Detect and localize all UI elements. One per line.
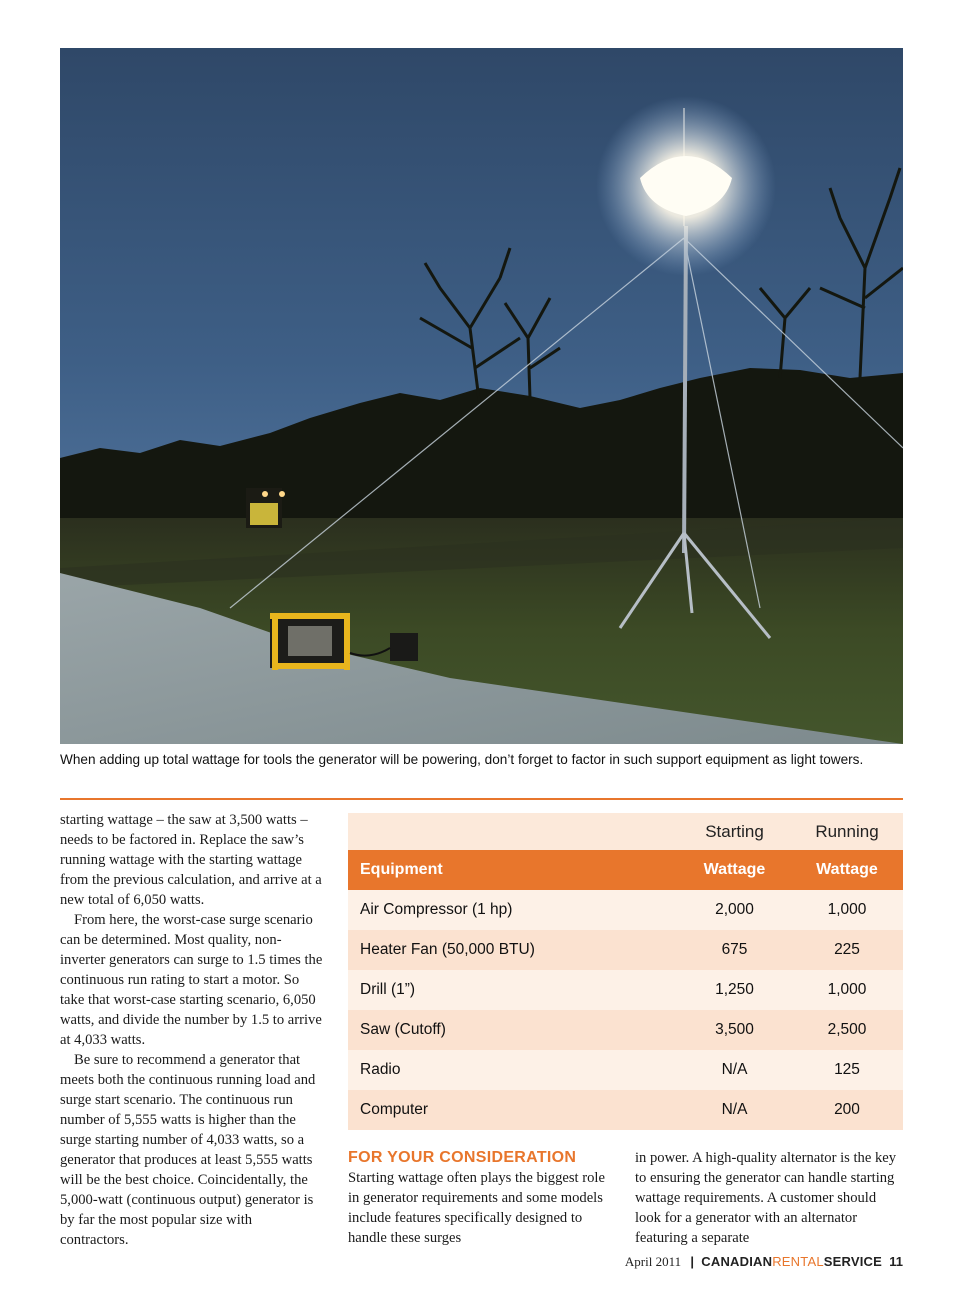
sidebar-paragraph: in power. A high-quality alternator is the key to ensuring the generator can handle starting wattage requirements. A customer should look for a generator with an alternator featuring a separate: [635, 1150, 897, 1246]
publication-name: [701, 1254, 882, 1269]
table-header-row-bottom: [348, 850, 903, 890]
page-number: 11: [889, 1254, 903, 1269]
table-cell: Drill (1”): [348, 970, 678, 1010]
table-cell: 1,000: [791, 890, 903, 930]
table-cell: Heater Fan (50,000 BTU): [348, 930, 678, 970]
table-cell: 2,000: [678, 890, 791, 930]
table-cell: N/A: [678, 1090, 791, 1130]
publication-name-part: RENTAL: [772, 1254, 824, 1269]
table-cell: Saw (Cutoff): [348, 1010, 678, 1050]
table-cell: 125: [791, 1050, 903, 1090]
wattage-table: [348, 813, 903, 1130]
table-cell: 3,500: [678, 1010, 791, 1050]
photo-caption: When adding up total wattage for tools the generator will be powering, don’t forget to factor in such support equipment as light towers.: [60, 752, 864, 767]
table-row: [348, 890, 903, 930]
table-row: [348, 1010, 903, 1050]
table-header-cell: Starting: [678, 813, 791, 850]
body-paragraph: Be sure to recommend a generator that meets both the continuous running load and surge start scenario. The continuous run number of 5,555 watts is higher than the surge starting number of 4,033 watts, so a generator that produces at least 5,555 watts will be the best choice. Coincidentally, the 5,000-watt (continuous output) generator is by far the most popular size with contractors.: [60, 1052, 316, 1248]
table-cell: 200: [791, 1090, 903, 1130]
table-header-cell: Wattage: [678, 850, 791, 890]
publication-name-part: SERVICE: [823, 1254, 882, 1269]
table-cell: Computer: [348, 1090, 678, 1130]
table-header-cell: Equipment: [348, 850, 678, 890]
body-column-left: [60, 810, 324, 1250]
sidebar-paragraph: Starting wattage often plays the biggest role in generator requirements and some models include features specifically designed to handle these surges: [348, 1170, 605, 1246]
page-footer: [625, 1254, 903, 1270]
sidebar-column-left: [348, 1148, 610, 1248]
table-header-cell: Running: [791, 813, 903, 850]
table-header-cell: [348, 813, 678, 850]
publication-name-part: CANADIAN: [701, 1254, 773, 1269]
table-header-cell: Wattage: [791, 850, 903, 890]
table-cell: 225: [791, 930, 903, 970]
light-tower-photo: [60, 48, 903, 744]
table-cell: Radio: [348, 1050, 678, 1090]
body-paragraph: From here, the worst-case surge scenario can be determined. Most quality, non-inverter generators can surge to 1.5 times the continuous run rating to start a motor. So take that worst-case starting scenario, 6,050 watts, and divide the number by 1.5 to arrive at 4,033 watts.: [60, 912, 323, 1048]
table-header-row-top: [348, 813, 903, 850]
table-cell: 2,500: [791, 1010, 903, 1050]
issue-date: April 2011: [624, 1254, 682, 1269]
table-row: [348, 1090, 903, 1130]
table-cell: 1,250: [678, 970, 791, 1010]
table-row: [348, 930, 903, 970]
table-row: [348, 1050, 903, 1090]
sidebar-column-right: [635, 1148, 903, 1248]
orange-divider: [60, 798, 903, 800]
sidebar-heading: FOR YOUR CONSIDERATION: [348, 1149, 577, 1166]
body-paragraph: starting wattage – the saw at 3,500 watts – needs to be factored in. Replace the saw’s running wattage with the starting wattage from the previous calculation, and arrive at a new total of 6,050 watts.: [60, 812, 322, 908]
table-cell: Air Compressor (1 hp): [348, 890, 678, 930]
table-cell: 675: [678, 930, 791, 970]
table-row: [348, 970, 903, 1010]
table-cell: N/A: [678, 1050, 791, 1090]
table-cell: 1,000: [791, 970, 903, 1010]
footer-separator: |: [690, 1254, 695, 1269]
